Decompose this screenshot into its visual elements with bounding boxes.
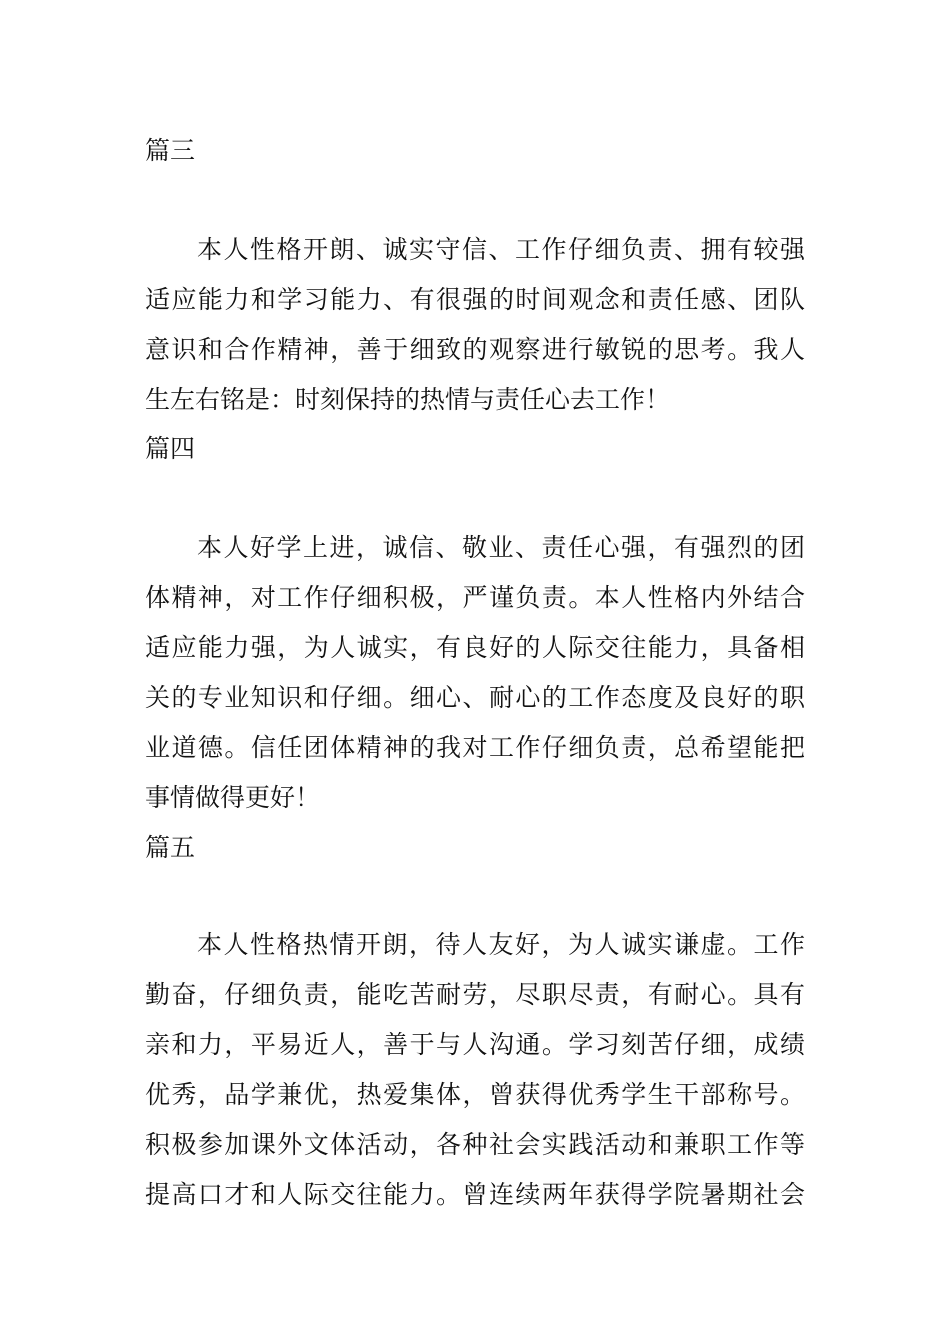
section-paragraph [145,225,805,425]
paragraph-line: 提高口才和人际交往能力。曾连续两年获得学院暑期社会 [145,1180,805,1209]
paragraph-line: 本人性格热情开朗，待人友好，为人诚实谦虚。工作 [197,930,805,959]
paragraph-line: 适应能力和学习能力、有很强的时间观念和责任感、团队 [145,285,805,314]
paragraph-line: 生左右铭是：时刻保持的热情与责任心去工作！ [145,385,671,414]
paragraph-line: 业道德。信任团体精神的我对工作仔细负责，总希望能把 [145,733,805,762]
paragraph-line: 体精神，对工作仔细积极，严谨负责。本人性格内外结合 [145,583,805,612]
paragraph-line: 事情做得更好！ [145,783,321,812]
paragraph-line: 优秀，品学兼优，热爱集体，曾获得优秀学生干部称号。 [145,1080,805,1109]
paragraph-line: 勤奋，仔细负责，能吃苦耐劳，尽职尽责，有耐心。具有 [145,980,805,1009]
paragraph-line: 关的专业知识和仔细。细心、耐心的工作态度及良好的职 [145,683,805,712]
paragraph-line: 亲和力，平易近人，善于与人沟通。学习刻苦仔细，成绩 [145,1030,805,1059]
paragraph-line: 意识和合作精神，善于细致的观察进行敏锐的思考。我人 [145,335,805,364]
section-paragraph [145,920,805,1220]
paragraph-line: 积极参加课外文体活动，各种社会实践活动和兼职工作等 [145,1130,805,1159]
section-paragraph [145,523,805,823]
paragraph-line: 适应能力强，为人诚实，有良好的人际交往能力，具备相 [145,633,805,662]
section-heading: 篇四 [145,434,196,463]
paragraph-line: 本人好学上进，诚信、敬业、责任心强，有强烈的团 [197,533,805,562]
section-heading: 篇三 [145,136,196,165]
section-heading: 篇五 [145,833,196,862]
paragraph-line: 本人性格开朗、诚实守信、工作仔细负责、拥有较强 [197,235,805,264]
